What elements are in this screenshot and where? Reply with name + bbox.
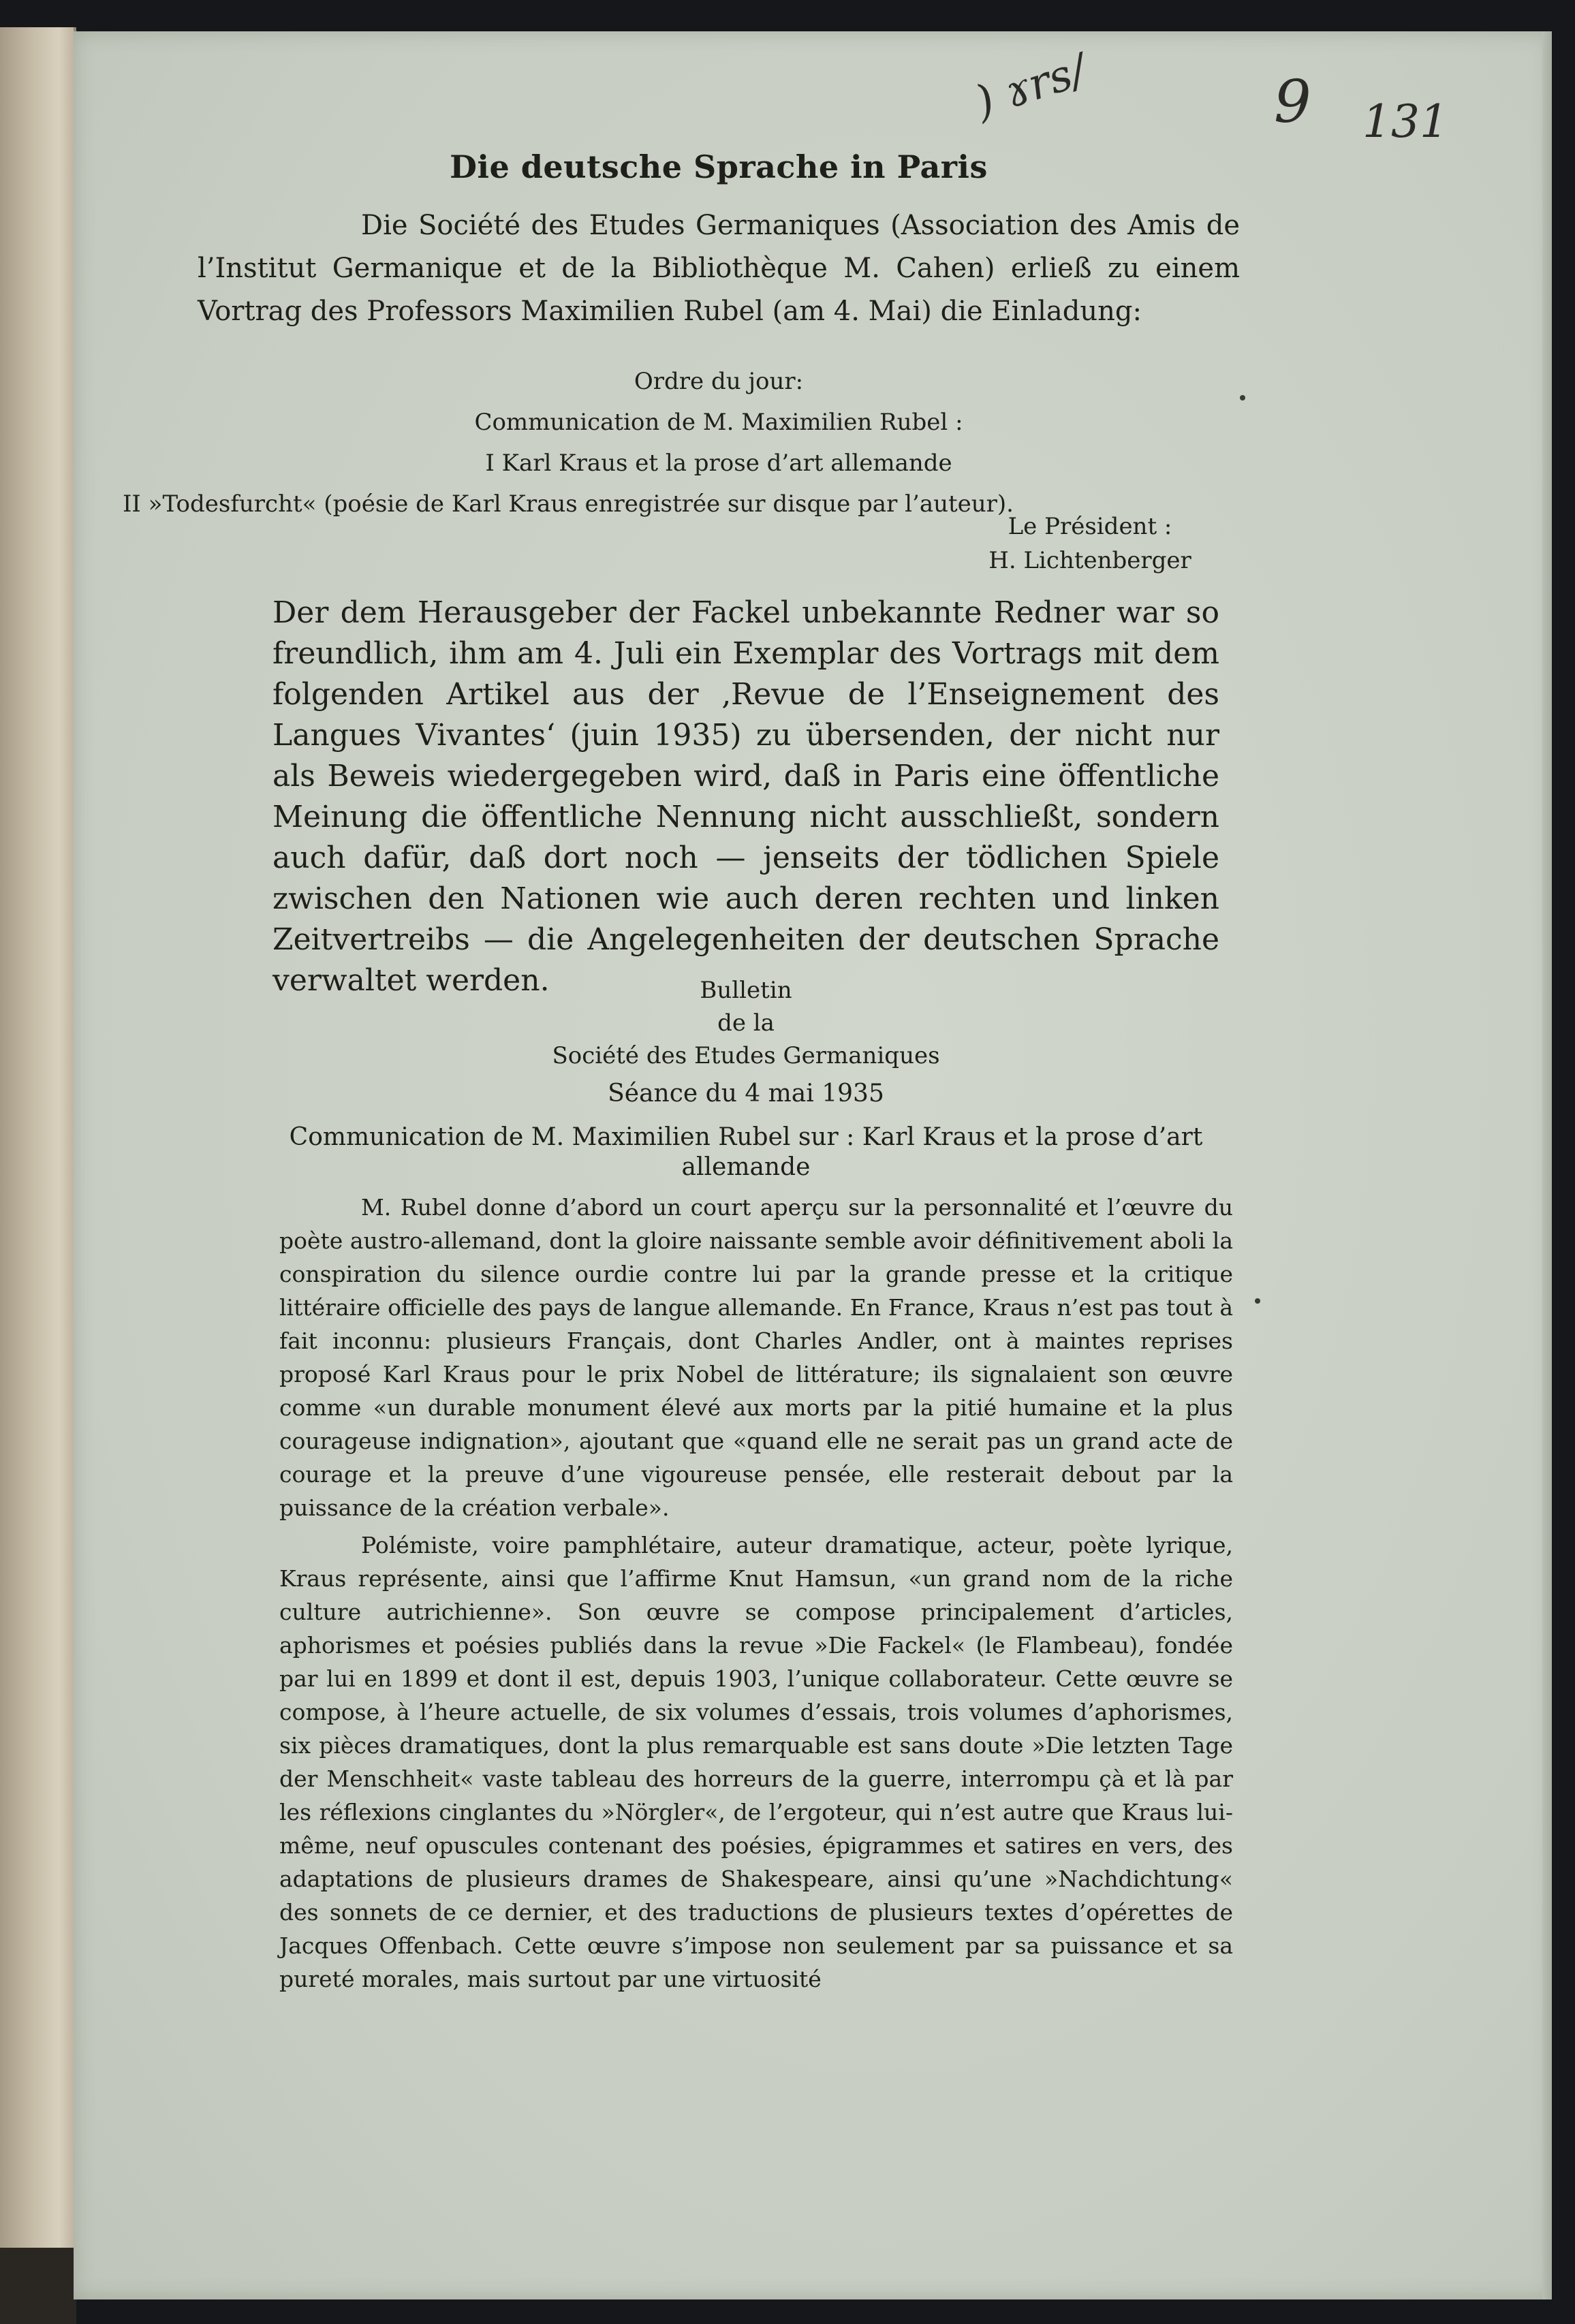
bulletin-body xyxy=(279,1191,1233,1996)
bulletin-line-1: Bulletin xyxy=(700,977,792,1004)
bulletin-topic: Communication de M. Maximilien Rubel sur : Karl Kraus et la prose d’art allemande xyxy=(289,1123,1203,1181)
bulletin-header xyxy=(272,974,1219,1182)
binding-corner xyxy=(0,2248,76,2324)
agenda-communication: Communication de M. Maximilien Rubel : xyxy=(474,409,963,436)
intro-text: Die Société des Etudes Germaniques (Association des Amis de l’Institut Germanique et de la Bibliothèque M. Cahen) erließ zu einem Vortrag des Professors Maximilien Rubel (am 4. Mai) die Einladung: xyxy=(198,210,1240,327)
article-title: Die deutsche Sprache in Paris xyxy=(450,148,988,185)
book-spine xyxy=(0,27,76,2324)
main-paragraph: Der dem Herausgeber der Fackel unbekannte Redner war so freundlich, ihm am 4. Juli ein Exemplar des Vortrags mit dem folgenden Artikel aus der ‚Revue de l’Enseignement des Langues Vivantes‘ (juin 1935) zu übersenden, der nicht nur als Beweis wiedergegeben wird, daß in Paris eine öffentliche Meinung die öffentliche Nennung nicht ausschließt, sondern auch dafür, daß dort noch — jenseits der tödlichen Spiele zwischen den Nationen wie auch deren rechten und linken Zeitvertreibs — die Angelegenheiten der deutschen Sprache verwaltet werden. xyxy=(272,595,1219,998)
agenda xyxy=(123,361,1240,524)
bulletin-line-2: de la xyxy=(717,1009,775,1037)
paper-speck xyxy=(1240,395,1245,401)
body-paragraph-2: Polémiste, voire pamphlétaire, auteur dramatique, acteur, poète lyrique, Kraus représente, ainsi que l’affirme Knut Hamsun, «un grand nom de la riche culture autrichienne». Son œuvre se compose principalement d’articles, aphorismes et poésies publiés dans la revue »Die Fackel« (le Flambeau), fondée par lui en 1899 et dont il est, depuis 1903, l’unique collaborateur. Cette œuvre se compose, à l’heure actuelle, de six volumes d’essais, trois volumes d’aphorismes, six pièces dramatiques, dont la plus remarquable est sans doute »Die letzten Tage der Menschheit« vaste tableau des horreurs de la guerre, interrompu çà et là par les réflexions cinglantes du »Nörgler«, de l’ergoteur, qui n’est autre que Kraus lui-même, neuf opuscules contenant des poésies, épigrammes et satires en vers, des adaptations de plusieurs drames de Shakespeare, ainsi qu’une »Nachdichtung« des sonnets de ce dernier, et des traductions de plusieurs textes d’opérettes de Jacques Offenbach. Cette œuvre s’impose non seulement par sa puissance et sa pureté morales, mais surtout par une virtuosité xyxy=(279,1532,1233,1992)
bulletin-line-3: Société des Etudes Germaniques xyxy=(552,1042,940,1069)
agenda-item-2: II »Todesfurcht« (poésie de Karl Kraus enregistrée sur disque par l’auteur). xyxy=(123,490,1014,518)
body-paragraph-1: M. Rubel donne d’abord un court aperçu sur la personnalité et l’œuvre du poète austro-allemand, dont la gloire naissante semble avoir définitivement aboli la conspiration du silence ourdie contre lui par la grande presse et la critique littéraire officielle des pays de langue allemande. En France, Kraus n’est pas tout à fait inconnu: plusieurs Français, dont Charles Andler, ont à maintes reprises proposé Karl Kraus pour le prix Nobel de littérature; ils signalaient son œuvre comme «un durable monument élevé aux morts par la pitié humaine et la plus courageuse indignation», ajoutant que «quand elle ne serait pas un grand acte de courage et la preuve d’une vigoureuse pensée, elle resterait debout par la puissance de la création verbale». xyxy=(279,1194,1233,1521)
president-title: Le Président : xyxy=(1008,513,1172,540)
intro-paragraph xyxy=(198,204,1240,333)
president-name: H. Lichtenberger xyxy=(988,547,1191,574)
agenda-heading: Ordre du jour: xyxy=(634,368,804,395)
agenda-item-1: I Karl Kraus et la prose d’art allemande xyxy=(485,450,952,477)
handwritten-page-number: 131 xyxy=(1362,95,1448,148)
signature-block xyxy=(954,509,1226,578)
handwritten-folio-number: 9 xyxy=(1274,68,1311,136)
bulletin-seance: Séance du 4 mai 1935 xyxy=(608,1080,884,1108)
handwritten-mark: ) ɤrs/ xyxy=(969,45,1093,128)
paper-speck xyxy=(1255,1298,1260,1304)
page-edge xyxy=(1542,31,1552,2299)
